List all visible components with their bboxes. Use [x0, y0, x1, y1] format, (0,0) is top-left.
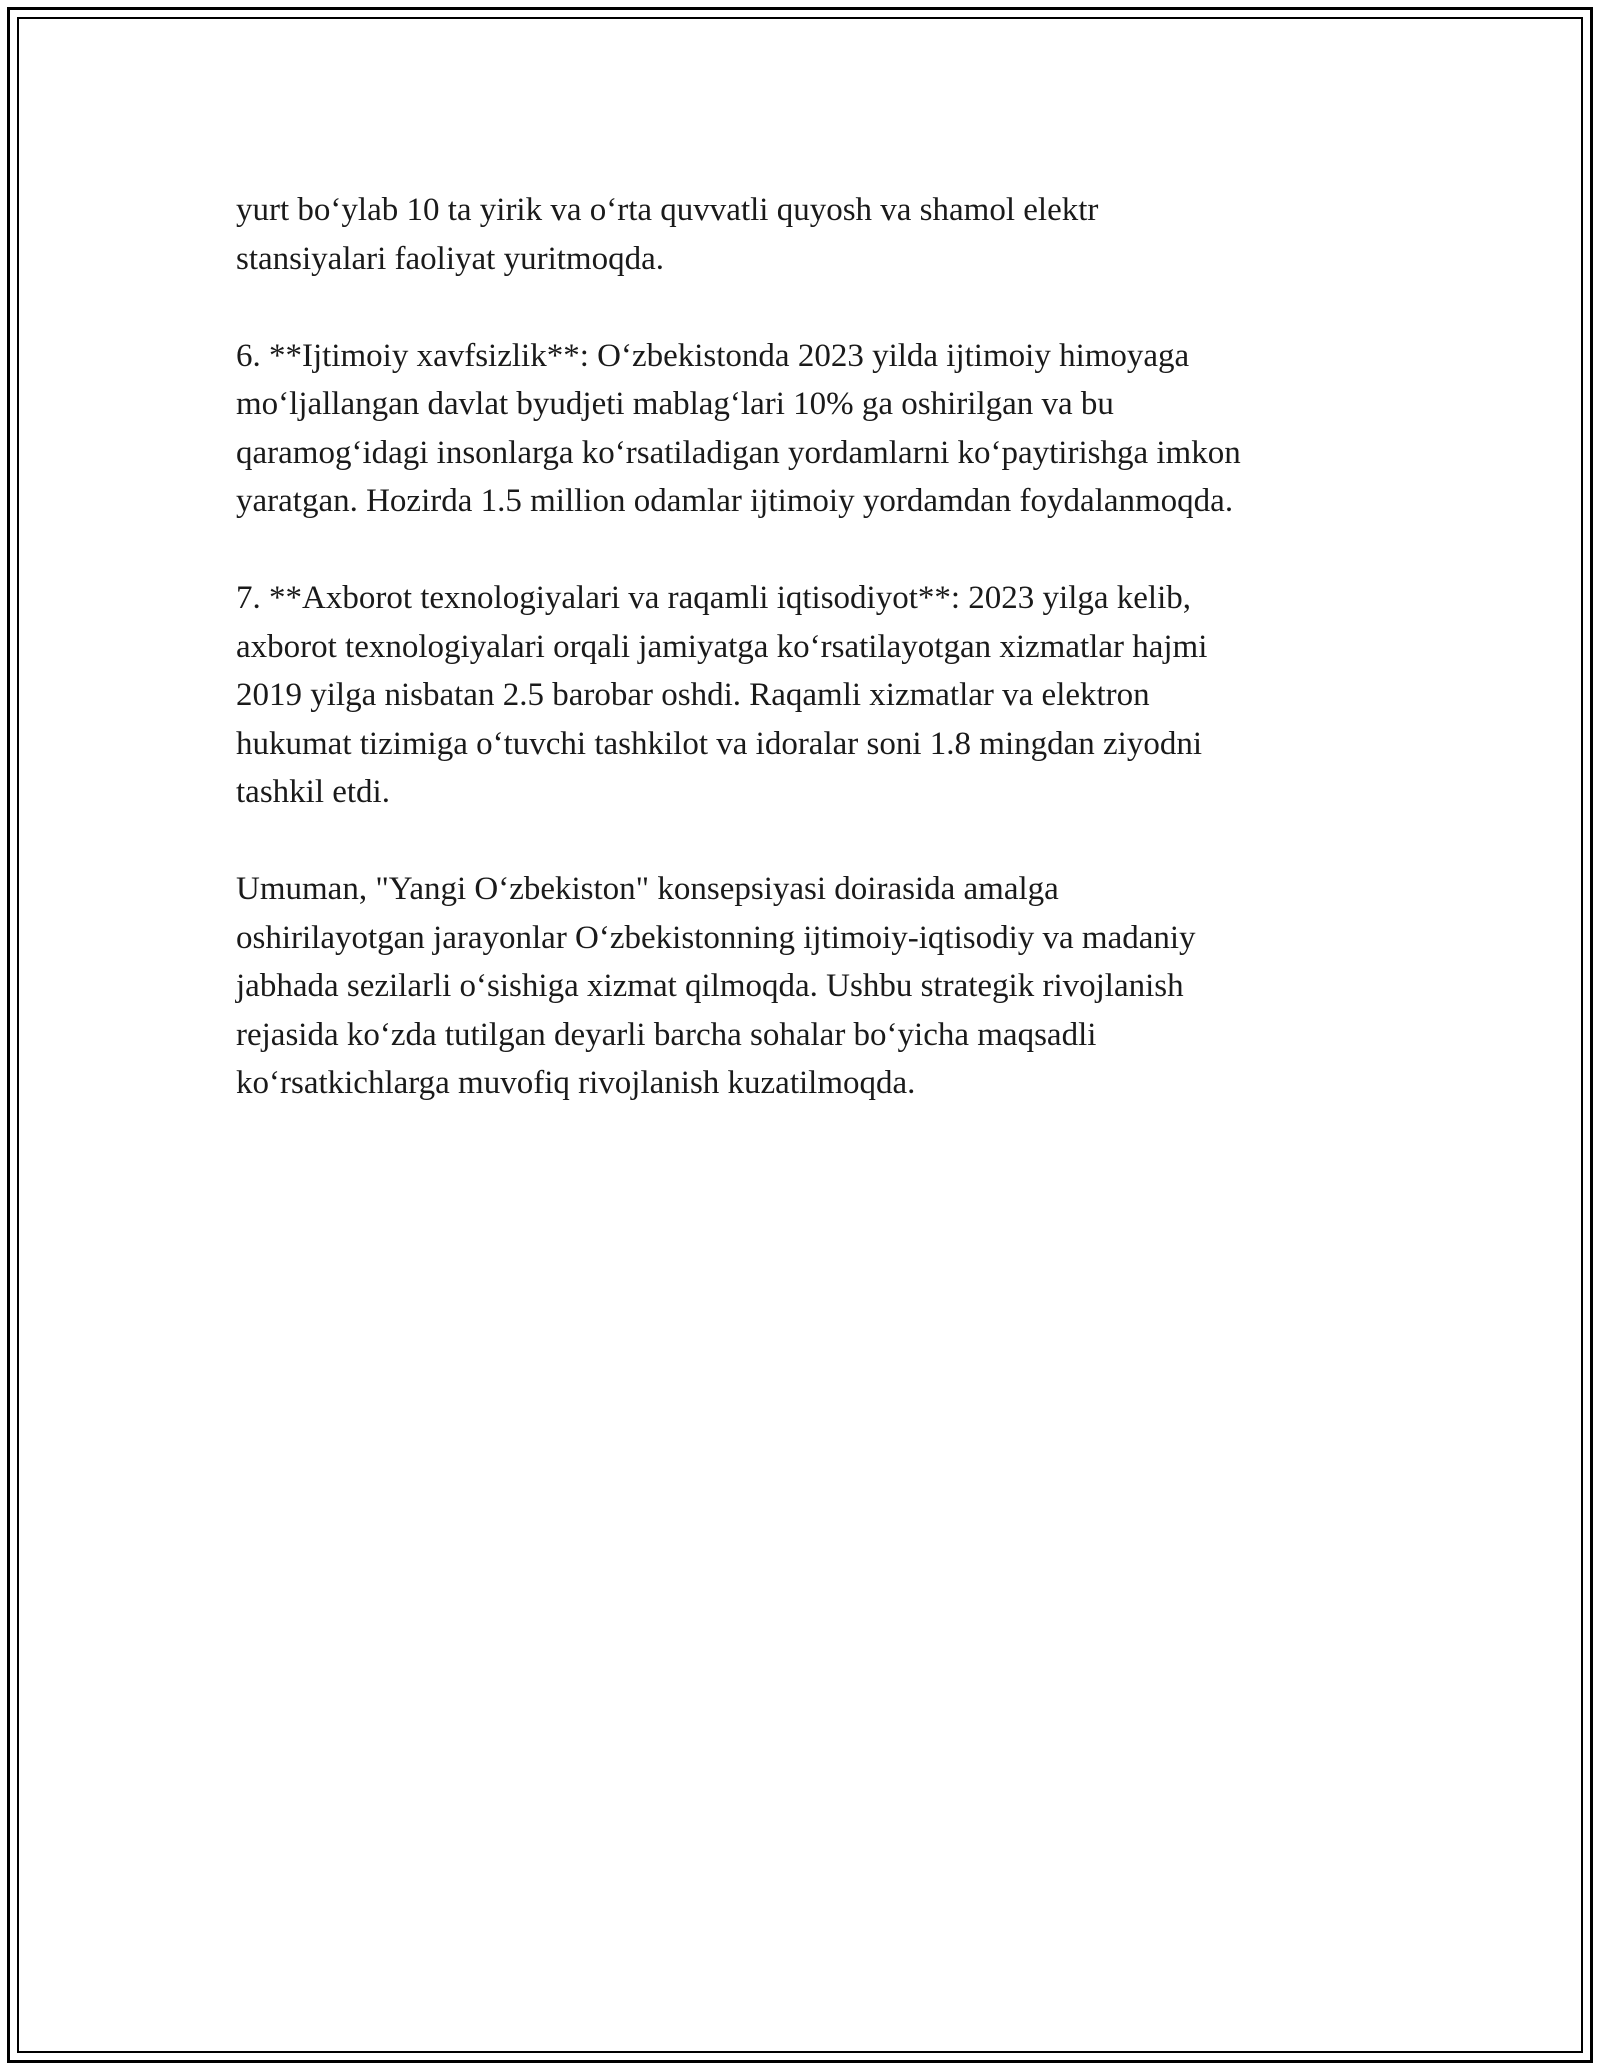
text-line: 2019 yilga nisbatan 2.5 barobar oshdi. Raqamli xizmatlar va elektron: [236, 677, 1150, 713]
text-line: yaratgan. Hozirda 1.5 million odamlar ijtimoiy yordamdan foydalanmoqda.: [236, 483, 1234, 519]
text-line: oshirilayotgan jarayonlar Oʻzbekistonning ijtimoiy-iqtisodiy va madaniy: [236, 919, 1196, 956]
text-line: koʻrsatkichlarga muvofiq rivojlanish kuzatilmoqda.: [236, 1065, 916, 1101]
text-line: stansiyalari faoliyat yuritmoqda.: [236, 240, 664, 277]
paragraph-social-security: [236, 332, 1366, 526]
text-line: moʻljallangan davlat byudjeti mablagʻlari 10% ga oshirilgan va bu: [236, 386, 1114, 422]
text-line: rejasida koʻzda tutilgan deyarli barcha sohalar boʻyicha maqsadli: [236, 1016, 1097, 1053]
text-line: 7. **Axborot texnologiyalari va raqamli iqtisodiyot**: 2023 yilga kelib,: [236, 580, 1192, 616]
paragraph-energy-continuation: [236, 186, 1366, 283]
paragraph-conclusion: [236, 865, 1366, 1108]
text-line: tashkil etdi.: [236, 774, 390, 810]
text-line: axborot texnologiyalari orqali jamiyatga koʻrsatilayotgan xizmatlar hajmi: [236, 628, 1208, 665]
text-line: Umuman, "Yangi Oʻzbekiston" konsepsiyasi doirasida amalga: [236, 871, 1059, 907]
text-line: qaramogʻidagi insonlarga koʻrsatiladigan yordamlarni koʻpaytirishga imkon: [236, 434, 1241, 471]
text-line: hukumat tizimiga oʻtuvchi tashkilot va idoralar soni 1.8 mingdan ziyodni: [236, 725, 1202, 762]
paragraph-it-digital-economy: [236, 574, 1366, 817]
text-line: jabhada sezilarli oʻsishiga xizmat qilmoqda. Ushbu strategik rivojlanish: [236, 968, 1184, 1004]
document-body: [236, 186, 1366, 1108]
text-line: 6. **Ijtimoiy xavfsizlik**: Oʻzbekistonda 2023 yilda ijtimoiy himoyaga: [236, 337, 1190, 374]
text-line: yurt boʻylab 10 ta yirik va oʻrta quvvatli quyosh va shamol elektr: [236, 192, 1099, 228]
